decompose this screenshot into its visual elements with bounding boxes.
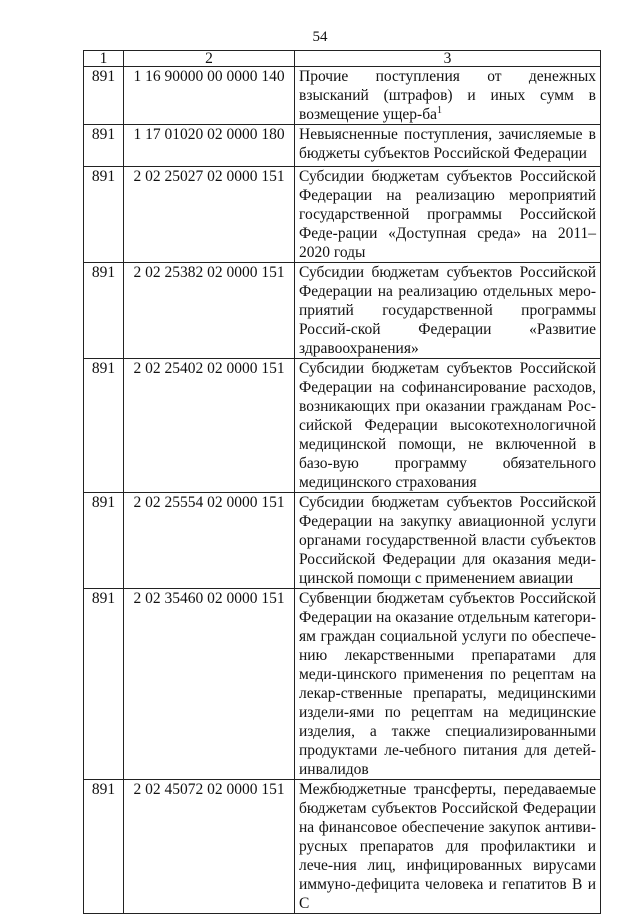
table-header-row	[84, 51, 601, 67]
table-row	[84, 125, 601, 167]
revenue-description-cell	[295, 589, 601, 780]
revenue-description-cell	[295, 167, 601, 263]
page-number: 54	[312, 29, 328, 45]
table-row	[84, 359, 601, 493]
admin-code-cell: 891	[84, 167, 124, 263]
table-row	[84, 493, 601, 589]
budget-classification-code-cell: 2 02 25027 02 0000 151	[124, 167, 295, 263]
admin-code-cell: 891	[84, 67, 124, 125]
revenue-description: Невыясненные поступления, зачисляемые в бюджеты субъектов Российской Федерации	[299, 126, 596, 162]
admin-code-cell: 891	[84, 589, 124, 780]
revenue-description-cell	[295, 780, 601, 914]
column-header-2: 2	[124, 51, 295, 67]
revenue-description-cell	[295, 359, 601, 493]
footnote-marker: 1	[436, 104, 442, 116]
budget-classification-code-cell: 2 02 45072 02 0000 151	[124, 780, 295, 914]
column-header-3: 3	[295, 51, 601, 67]
budget-classification-code-cell: 1 17 01020 02 0000 180	[124, 125, 295, 167]
revenue-description: Субсидии бюджетам субъектов Российской Федерации на реализацию отдельных меро-приятий государственной программы Россий-ской Федерации «Развитие здравоохранения»	[299, 264, 596, 357]
budget-classification-code-cell: 2 02 25402 02 0000 151	[124, 359, 295, 493]
table-row	[84, 589, 601, 780]
revenue-description-cell	[295, 125, 601, 167]
table-row	[84, 67, 601, 125]
budget-classification-code-cell: 2 02 25382 02 0000 151	[124, 263, 295, 359]
table-row	[84, 263, 601, 359]
revenue-description: Прочие поступления от денежных взысканий (штрафов) и иных сумм в возмещение ущер-ба	[299, 68, 596, 123]
revenue-description-cell	[295, 493, 601, 589]
admin-code-cell: 891	[84, 263, 124, 359]
admin-code-cell: 891	[84, 493, 124, 589]
admin-code-cell: 891	[84, 125, 124, 167]
admin-code-cell: 891	[84, 780, 124, 914]
table-row	[84, 167, 601, 263]
revenue-description: Субвенции бюджетам субъектов Российской Федерации на оказание отдельным категори-ям граждан социальной услуги по обеспече-нию лекарственными препаратами для меди-цинского применения по рецептам на лекар-ственные препараты, медицинскими издели-ями по рецептам на медицинские изделия, а также специализированными продуктами ле-чебного питания для детей-инвалидов	[299, 590, 596, 778]
revenue-codes-table	[83, 50, 601, 914]
admin-code-cell: 891	[84, 359, 124, 493]
table-row	[84, 780, 601, 914]
revenue-description: Субсидии бюджетам субъектов Российской Федерации на софинансирование расходов, возникающих при оказании гражданам Рос-сийской Федерации высокотехнологичной медицинской помощи, не включенной в базо-вую программу обязательного медицинского страхования	[299, 360, 596, 491]
budget-classification-code-cell: 2 02 25554 02 0000 151	[124, 493, 295, 589]
budget-classification-code-cell: 2 02 35460 02 0000 151	[124, 589, 295, 780]
revenue-description-cell	[295, 67, 601, 125]
revenue-description: Субсидии бюджетам субъектов Российской Федерации на закупку авиационной услуги органами государственной власти субъектов Российской Федерации для оказания меди-цинской помощи с применением авиации	[299, 494, 596, 587]
revenue-description: Межбюджетные трансферты, передаваемые бюджетам субъектов Российской Федерации на финансовое обеспечение закупок антиви-русных препаратов для профилактики и лече-ния лиц, инфицированных вирусами иммуно-дефицита человека и гепатитов B и C	[299, 781, 596, 912]
revenue-description-cell	[295, 263, 601, 359]
column-header-1: 1	[84, 51, 124, 67]
budget-classification-code-cell: 1 16 90000 00 0000 140	[124, 67, 295, 125]
revenue-description: Субсидии бюджетам субъектов Российской Федерации на реализацию мероприятий государственной программы Российской Феде-рации «Доступная среда» на 2011–2020 годы	[299, 168, 596, 261]
